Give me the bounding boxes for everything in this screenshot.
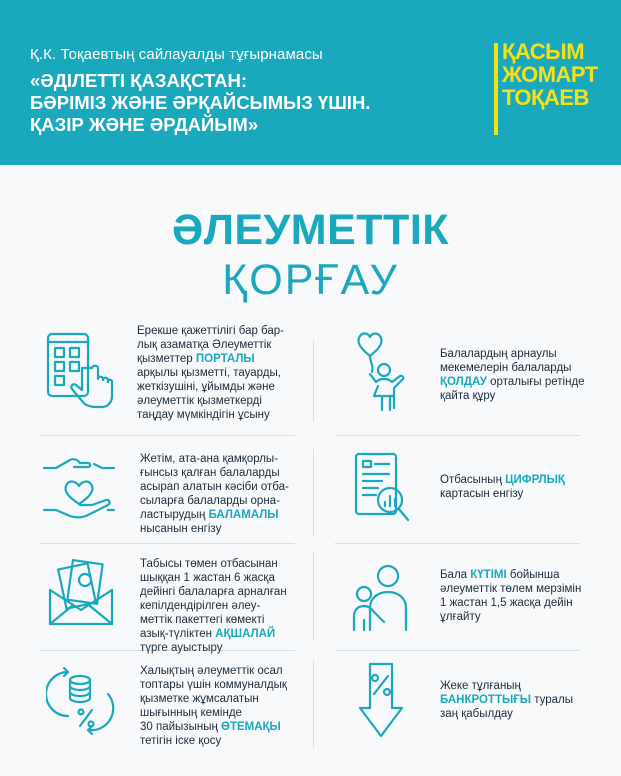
divider [40, 435, 295, 436]
item-line: Жетім, ата-ана қамқорлы- [140, 453, 279, 465]
item-line-part: 30 пайызының [140, 721, 218, 733]
document-search-icon [352, 450, 412, 526]
item-line: асырап алатын кәсіби отба- [140, 481, 289, 493]
item-line-part: бойынша [506, 569, 560, 581]
divider [40, 543, 295, 544]
divider [313, 340, 314, 422]
item-line: Ерекше қажеттілігі бар бар- [137, 325, 284, 337]
item-text [440, 679, 590, 721]
item-line: сыларға балаларды орна- [140, 495, 280, 507]
item-line: Халықтың әлеуметтік осал [140, 665, 283, 677]
coins-percent-icon [46, 664, 116, 736]
item-text [140, 557, 300, 655]
item-line [440, 375, 590, 389]
item-line [440, 693, 590, 707]
slogan-line: ҚАЗІР ЖӘНЕ ӘРДАЙЫМ» [30, 114, 259, 135]
item-line: картасын енгізу [440, 488, 524, 500]
page-title-line2: ҚОРҒАУ [222, 256, 399, 304]
item-line-part: туралы [531, 694, 573, 706]
item-line: Табысы төмен отбасынан [140, 558, 278, 570]
item-line [140, 508, 300, 522]
item-line: лық азаматқа Әлеуметтік [137, 339, 272, 351]
platform-subtitle: Қ.К. Тоқаевтың сайлауалды тұғырнамасы [30, 46, 323, 63]
candidate-name [502, 40, 598, 109]
divider [335, 435, 580, 436]
campaign-slogan [30, 70, 450, 136]
item-line: шыққан 1 жастан 6 жасқа [140, 572, 275, 584]
item-highlight: ӨТЕМАҚЫ [221, 721, 281, 733]
item-line: нысанын енгізу [140, 523, 222, 535]
item-line [140, 627, 300, 641]
item-line: меттік пакеттегі көмекті [140, 614, 265, 626]
candidate-name-line: ҚАСЫМ [502, 39, 585, 64]
item-highlight: ЦИФРЛЫҚ [505, 474, 565, 486]
item-line [140, 720, 300, 734]
item-text [137, 324, 302, 422]
item-line: мекемелерін балаларды [440, 362, 572, 374]
item-line: дейінгі балаларға арналған [140, 586, 287, 598]
item-text [440, 473, 590, 501]
item-line: Жеке тұлғаның [440, 680, 521, 692]
item-line-part: орталығы ретінде [486, 376, 585, 388]
item-line: жеткізушіні, ұйымды және [137, 381, 275, 393]
item-highlight: АҚШАЛАЙ [215, 628, 276, 640]
item-line: кепілдендірілген әлеу- [140, 600, 261, 612]
item-line [440, 473, 590, 487]
item-line [440, 568, 590, 582]
money-envelope-icon [46, 556, 116, 628]
item-line-part: ластырудың [140, 509, 206, 521]
divider [313, 660, 314, 748]
item-line-part: Отбасының [440, 474, 502, 486]
item-line-part: қызметтер [137, 353, 193, 365]
item-line: 1 жастан 1,5 жасқа дейін [440, 597, 573, 609]
item-line: ғынсыз қалған балаларды [140, 467, 280, 479]
divider [335, 650, 580, 651]
item-line: топтары үшін коммуналдық [140, 679, 287, 691]
hands-heart-icon [40, 452, 118, 522]
item-line: таңдау мүмкіндігін ұсыну [137, 409, 270, 421]
item-line: заң қабылдау [440, 708, 513, 720]
divider [335, 543, 580, 544]
item-line: әлеуметтік қызметкерді [137, 395, 262, 407]
percent-down-arrow-icon [356, 660, 406, 740]
item-line-part: азық-түліктен [140, 628, 212, 640]
page-title-line1: ӘЛЕУМЕТТІК [171, 206, 450, 254]
item-line: қызметке жұмсалатын [140, 693, 259, 705]
item-highlight: БАНКРОТТЫҒЫ [440, 694, 532, 706]
item-text [140, 452, 300, 536]
item-line: арқылы қызметті, тауарды, [137, 367, 281, 379]
candidate-name-line: ЖОМАРТ [502, 62, 598, 87]
divider [313, 449, 314, 537]
item-highlight: БАЛАМАЛЫ [208, 509, 279, 521]
tablet-touch-icon [44, 330, 114, 410]
item-highlight: ҚОЛДАУ [440, 376, 487, 388]
item-line: ұлғайту [440, 611, 481, 623]
item-line: тетігін іске қосу [140, 735, 222, 747]
item-line: түрге ауыстыру [140, 642, 223, 654]
parent-child-icon [350, 562, 412, 634]
item-highlight: ПОРТАЛЫ [195, 353, 255, 365]
item-highlight: КҮТІМІ [470, 569, 507, 581]
header-banner [0, 0, 621, 165]
item-text [440, 568, 590, 624]
candidate-name-line: ТОҚАЕВ [502, 85, 589, 110]
name-divider [494, 43, 498, 135]
item-text [140, 664, 300, 748]
item-line: шығынның кемінде [140, 707, 242, 719]
divider [313, 552, 314, 640]
slogan-line: «ӘДІЛЕТТІ ҚАЗАҚСТАН: [30, 70, 248, 91]
slogan-line: БӘРІМІЗ ЖӘНЕ ӘРҚАЙСЫМЫЗ ҮШІН. [30, 92, 371, 113]
item-line-part: Бала [440, 569, 468, 581]
item-line: қайта құру [440, 390, 496, 402]
item-text [440, 347, 590, 403]
item-line [137, 352, 302, 366]
item-line: Балалардың арнаулы [440, 348, 557, 360]
child-balloon-icon [350, 330, 412, 412]
item-line: әлеуметтік төлем мерзімін [440, 583, 582, 595]
